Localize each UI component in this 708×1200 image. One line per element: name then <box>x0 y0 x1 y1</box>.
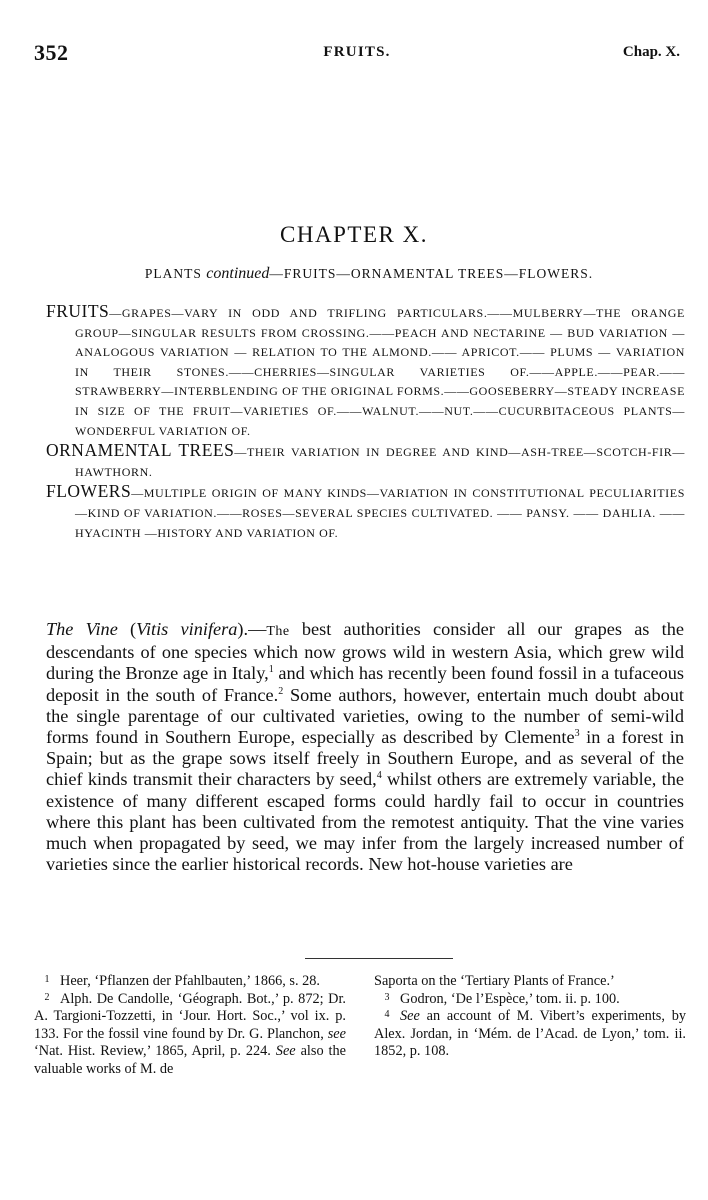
footnote-italic: see <box>327 1025 346 1042</box>
running-title: FRUITS. <box>323 44 391 60</box>
footnote-mark: 2 <box>44 991 50 1003</box>
contents-prefix: PLANTS <box>144 266 207 281</box>
footnotes-right-column <box>374 973 686 1061</box>
footnote-rule <box>305 958 453 959</box>
footnote-italic: See <box>275 1043 296 1060</box>
synopsis-entry-ornamental-trees <box>46 441 685 482</box>
body-text-4: in a forest in Spain; but as the grape sows itself freely in Southern Europe, and as several of the chief kinds transmit their characters by seed, <box>46 727 684 790</box>
footnote-text: Alph. De Candolle, ‘Géograph. Bot.,’ p. 872; Dr. A. Targioni-Tozzetti, in ‘Jour. Hort. Soc.,’ vol ix. p. 133. For the fossil vine found by Dr. G. Planchon, <box>34 990 346 1042</box>
synopsis-text: —THEIR VARIATION IN DEGREE AND KIND—ASH-TREE—SCOTCH-FIR—HAWTHORN. <box>75 445 685 479</box>
running-head <box>34 40 680 70</box>
synopsis-entry-flowers <box>46 482 685 543</box>
footnote-ref-4: 4 <box>376 770 382 782</box>
footnote-mark: 3 <box>384 991 390 1003</box>
footnote-text: Heer, ‘Pflanzen der Pfahlbauten,’ 1866, s. 28. <box>60 973 320 989</box>
contents-italic: continued <box>206 265 270 282</box>
body-paren-close: ).— <box>237 619 267 639</box>
synopsis-head: FLOWERS <box>46 481 132 502</box>
synopsis-text: —MULTIPLE ORIGIN OF MANY KINDS—VARIATION IN CONSTITUTIONAL PECULIARITIES—KIND OF VARIATION.——ROSES—SEVERAL SPECIES CULTIVATED. —— PANSY. —— DAHLIA. —— HYACINTH —HISTORY AND VARIATION OF. <box>75 486 685 540</box>
body-text-5: whilst others are extremely variable, the existence of many different escaped forms could hardly fail to occur in countries where this plant has been cultivated from the remotest antiquity. That the vine varies much when propagated by seed, we may infer from the largely increased number of varieties since the earlier historical records. New hot-house varieties are <box>46 769 684 875</box>
footnote-text: Godron, ‘De l’Espèce,’ tom. ii. p. 100. <box>400 990 620 1007</box>
chapter-contents <box>70 265 668 283</box>
body-italic-vine: The Vine <box>46 619 118 639</box>
footnote-italic: See <box>400 1008 420 1025</box>
footnote-2 <box>34 991 346 1079</box>
body-paragraph <box>46 619 684 875</box>
footnote-ref-3: 3 <box>574 727 580 739</box>
footnote-text: ‘Nat. Hist. Review,’ 1865, April, p. 224. <box>34 1043 276 1060</box>
footnote-text: an account of M. Vibert’s experiments, by Alex. Jordan, in ‘Mém. de l’Acad. de Lyon,’ tom. ii. 1852, p. 108. <box>374 1008 686 1060</box>
body-paren-open: ( <box>117 619 137 639</box>
chapter-title: CHAPTER X. <box>280 222 428 247</box>
body-text-1: best authorities consider all our grapes as the descendants of one species which now grows wild in western Asia, which grew wild during the Bronze age in Italy, <box>46 619 684 684</box>
footnote-ref-1: 1 <box>268 664 274 676</box>
footnote-mark: 4 <box>384 1009 390 1021</box>
synopsis-head: FRUITS <box>46 301 110 321</box>
page-number: 352 <box>34 40 69 65</box>
footnote-mark: 1 <box>44 974 50 985</box>
footnote-4 <box>374 1008 686 1061</box>
body-smallcaps: The <box>266 624 290 639</box>
synopsis-head: ORNAMENTAL TREES <box>46 440 235 461</box>
body-text-3: Some authors, however, entertain much doubt about the single parentage of our cultivated varieties, owing to the number of semi-wild forms found in Southern Europe, especially as described by Clemente <box>46 684 684 748</box>
footnote-3 <box>374 991 686 1009</box>
synopsis-text: —GRAPES—VARY IN ODD AND TRIFLING PARTICULARS.——MULBERRY—THE ORANGE GROUP—SINGULAR RESULTS FROM CROSSING.——PEACH AND NECTARINE — BUD VARIATION — ANALOGOUS VARIATION — RELATION TO THE ALMOND.—— APRICOT.—— PLUMS — VARIATION IN THEIR STONES.——CHERRIES—SINGULAR VARIETIES OF.——APPLE.——PEAR.——STRAWBERRY—INTERBLENDING OF THE ORIGINAL FORMS.——GOOSEBERRY—STEADY INCREASE IN SIZE OF THE FRUIT—VARIETIES OF.——WALNUT.——NUT.——CUCURBITACEOUS PLANTS—WONDERFUL VARIATION OF. <box>75 306 685 438</box>
synopsis-entry-fruits <box>46 302 685 441</box>
footnote-ref-2: 2 <box>278 685 284 697</box>
footnotes-left-column <box>34 973 346 1079</box>
body-text-2: and which has recently been found fossil in a tufaceous deposit in the south of France. <box>46 663 684 705</box>
chapter-synopsis <box>46 302 685 543</box>
footnote-1 <box>34 973 346 991</box>
running-chapter: Chap. X. <box>622 44 680 60</box>
footnote-2-continued: Saporta on the ‘Tertiary Plants of France.’ <box>374 973 615 989</box>
contents-rest: —FRUITS—ORNAMENTAL TREES—FLOWERS. <box>269 266 594 281</box>
footnote-text: also the valuable works of M. de <box>34 1043 346 1077</box>
body-italic-species: Vitis vinifera <box>136 619 238 639</box>
